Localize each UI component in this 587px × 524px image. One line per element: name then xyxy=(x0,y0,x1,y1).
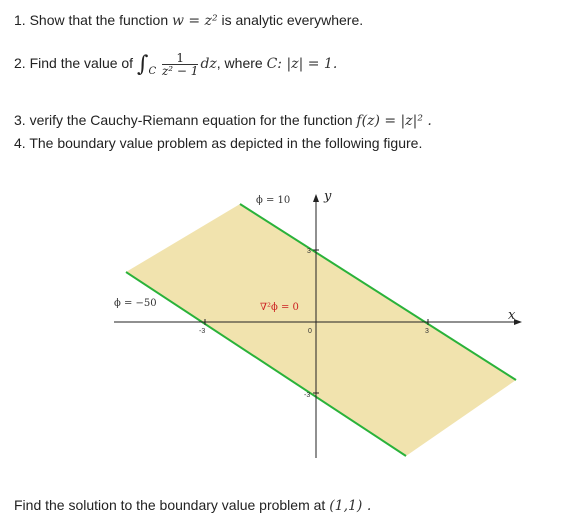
tick-label-yneg: -3 xyxy=(304,392,311,399)
question-1-rest: is analytic everywhere. xyxy=(221,12,364,28)
tick-label-ypos: 3 xyxy=(307,248,311,255)
question-3-text: 3. verify the Cauchy-Riemann equation for the function xyxy=(14,112,353,128)
question-2-rest: , where xyxy=(216,55,263,72)
top-boundary-label: ϕ = 10 xyxy=(256,195,291,206)
question-2-text: 2. Find the value of xyxy=(14,55,134,72)
differential: dz xyxy=(200,56,217,73)
tick-label-xpos: 3 xyxy=(425,328,429,335)
question-4 xyxy=(14,135,422,151)
question-1-math: w = z² xyxy=(172,13,218,29)
question-4-text: 4. The boundary value problem as depicted in the following figure. xyxy=(14,135,423,151)
tick-label-xneg: -3 xyxy=(199,328,206,335)
footer-question xyxy=(14,497,371,514)
x-axis-label: x xyxy=(508,308,516,323)
strip-region xyxy=(126,204,516,456)
integral-sign: ∫ xyxy=(136,52,149,77)
y-axis-arrow xyxy=(313,194,319,202)
integrand-fraction xyxy=(162,52,198,77)
question-1-text: 1. Show that the function xyxy=(14,12,169,28)
evaluation-point: (1,1) . xyxy=(329,498,372,514)
contour-condition: C: |z| = 1. xyxy=(266,56,338,73)
fraction-numerator: 1 xyxy=(162,52,198,65)
footer-text: Find the solution to the boundary value problem at xyxy=(14,497,326,513)
question-3 xyxy=(14,112,432,129)
boundary-value-figure xyxy=(110,188,530,460)
left-boundary-label: ϕ = −50 xyxy=(114,298,157,309)
question-1 xyxy=(14,12,363,29)
integral-contour: C xyxy=(148,66,157,78)
question-2 xyxy=(14,52,337,77)
laplace-label: ∇²ϕ = 0 xyxy=(260,302,299,313)
fraction-denominator: z² − 1 xyxy=(161,64,199,78)
origin-label: 0 xyxy=(308,328,312,335)
y-axis-label: y xyxy=(324,189,332,204)
question-3-math: f(z) = |z|² . xyxy=(356,113,432,129)
